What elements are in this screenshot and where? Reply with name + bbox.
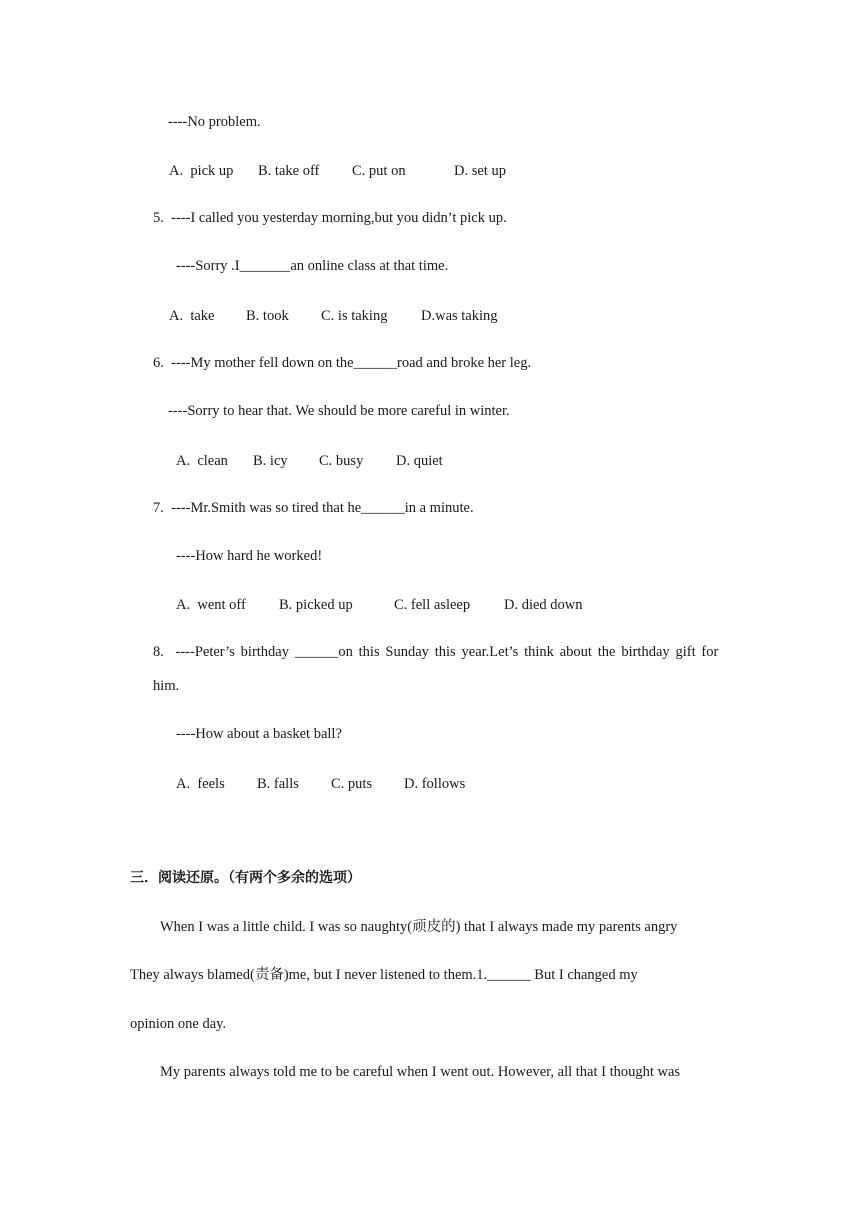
q5-option-a: A. take bbox=[169, 308, 215, 324]
q7-option-d: D. died down bbox=[504, 597, 583, 613]
q4-option-c: C. put on bbox=[352, 163, 406, 179]
q7-prompt: 7. ----Mr.Smith was so tired that he______in a minute. bbox=[153, 500, 474, 516]
section3-heading: 三．阅读还原。（有两个多余的选项） bbox=[130, 870, 361, 886]
q8-option-d: D. follows bbox=[404, 776, 466, 792]
q6-option-a: A. clean bbox=[176, 453, 228, 469]
q5-reply: ----Sorry .I_______an online class at that time. bbox=[176, 258, 449, 274]
q4-reply: ----No problem. bbox=[168, 114, 261, 130]
q7-option-c: C. fell asleep bbox=[394, 597, 471, 613]
q8-reply: ----How about a basket ball? bbox=[176, 726, 342, 742]
q8-option-b: B. falls bbox=[257, 776, 299, 792]
q8-prompt-line2: him. bbox=[153, 678, 180, 694]
section3-para1-line2: They always blamed(责备)me, but I never listened to them.1.______ But I changed my bbox=[130, 967, 638, 983]
q6-option-b: B. icy bbox=[253, 453, 288, 469]
q4-option-d: D. set up bbox=[454, 163, 506, 179]
q8-option-a: A. feels bbox=[176, 776, 225, 792]
q5-option-d: D.was taking bbox=[421, 308, 498, 324]
q4-option-a: A. pick up bbox=[169, 163, 234, 179]
q4-option-b: B. take off bbox=[258, 163, 320, 179]
q5-option-b: B. took bbox=[246, 308, 289, 324]
q7-reply: ----How hard he worked! bbox=[176, 548, 323, 564]
section3-para1-line3: opinion one day. bbox=[130, 1016, 227, 1032]
q5-option-c: C. is taking bbox=[321, 308, 388, 324]
q8-option-c: C. puts bbox=[331, 776, 373, 792]
q7-option-a: A. went off bbox=[176, 597, 246, 613]
q6-option-d: D. quiet bbox=[396, 453, 443, 469]
q7-option-b: B. picked up bbox=[279, 597, 353, 613]
section3-para2-line1: My parents always told me to be careful when I went out. However, all that I thought was bbox=[160, 1064, 681, 1080]
q6-reply: ----Sorry to hear that. We should be more careful in winter. bbox=[168, 403, 510, 419]
q5-prompt: 5. ----I called you yesterday morning,but you didn’t pick up. bbox=[153, 210, 507, 226]
q6-option-c: C. busy bbox=[319, 453, 364, 469]
q8-prompt-line1: 8. ----Peter’s birthday ______on this Sunday this year.Let’s think about the birthday gift for bbox=[153, 644, 719, 660]
section3-para1-line1: When I was a little child. I was so naughty(顽皮的) that I always made my parents angry bbox=[160, 919, 678, 935]
q6-prompt: 6. ----My mother fell down on the______road and broke her leg. bbox=[153, 355, 532, 371]
